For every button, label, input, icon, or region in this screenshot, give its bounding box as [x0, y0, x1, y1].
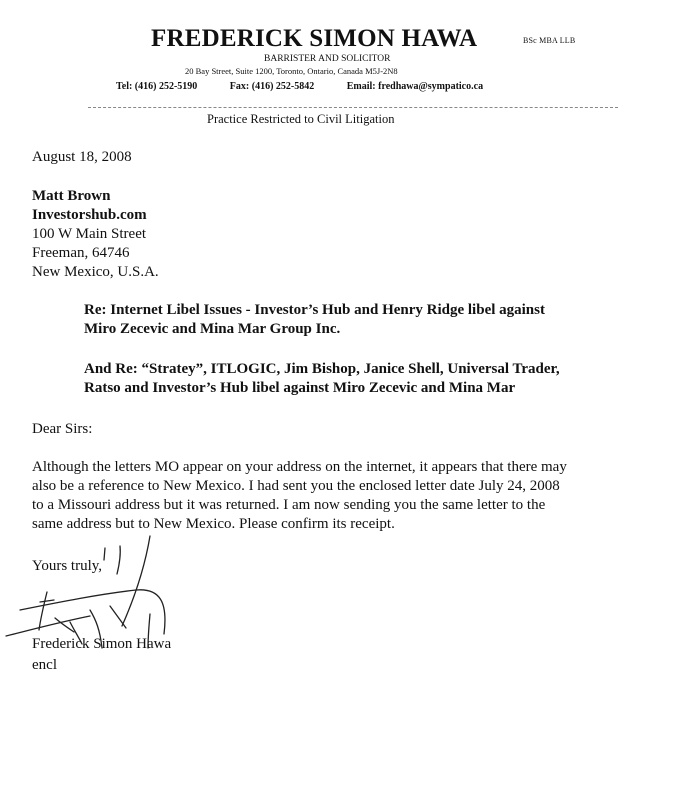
recipient-name: Matt Brown — [32, 188, 111, 204]
letterhead-role: BARRISTER AND SOLICITOR — [264, 54, 391, 64]
recipient-state: New Mexico, U.S.A. — [32, 264, 159, 280]
letterhead-name: FREDERICK SIMON HAWA — [151, 25, 478, 52]
re-line-3: And Re: “Stratey”, ITLOGIC, Jim Bishop, Janice Shell, Universal Trader, — [84, 361, 560, 377]
letterhead-contact — [116, 81, 513, 92]
recipient-city: Freeman, 64746 — [32, 245, 130, 261]
letter-date: August 18, 2008 — [32, 149, 132, 165]
body-line-4: same address but to New Mexico. Please confirm its receipt. — [32, 516, 395, 532]
body-line-2: also be a reference to New Mexico. I had sent you the enclosed letter date July 24, 2008 — [32, 478, 560, 494]
body-line-3: to a Missouri address but it was returned. I am now sending you the same letter to the — [32, 497, 546, 513]
recipient-street: 100 W Main Street — [32, 226, 147, 242]
re-line-1: Re: Internet Libel Issues - Investor’s Hub and Henry Ridge libel against — [84, 302, 545, 318]
letterhead-credentials: BSc MBA LLB — [523, 36, 576, 45]
letterhead-practice: Practice Restricted to Civil Litigation — [207, 112, 395, 126]
re-line-2: Miro Zecevic and Mina Mar Group Inc. — [84, 321, 341, 337]
body-line-1: Although the letters MO appear on your address on the internet, it appears that there may — [32, 459, 567, 475]
letterhead-tel: Tel: (416) 252-5190 — [116, 81, 198, 92]
letterhead-fax: Fax: (416) 252-5842 — [229, 81, 315, 92]
enclosure-note: encl — [32, 657, 57, 673]
signer-name: Frederick Simon Hawa — [32, 636, 172, 652]
letterhead-address: 20 Bay Street, Suite 1200, Toronto, Ontario, Canada M5J-2N8 — [185, 66, 398, 76]
closing: Yours truly, — [32, 558, 103, 574]
letterhead-email: Email: fredhawa@sympatico.ca — [346, 81, 484, 92]
recipient-company: Investorshub.com — [32, 207, 147, 223]
letterhead-divider — [88, 107, 618, 108]
salutation: Dear Sirs: — [32, 421, 93, 437]
re-line-4: Ratso and Investor’s Hub libel against Miro Zecevic and Mina Mar — [84, 380, 516, 396]
